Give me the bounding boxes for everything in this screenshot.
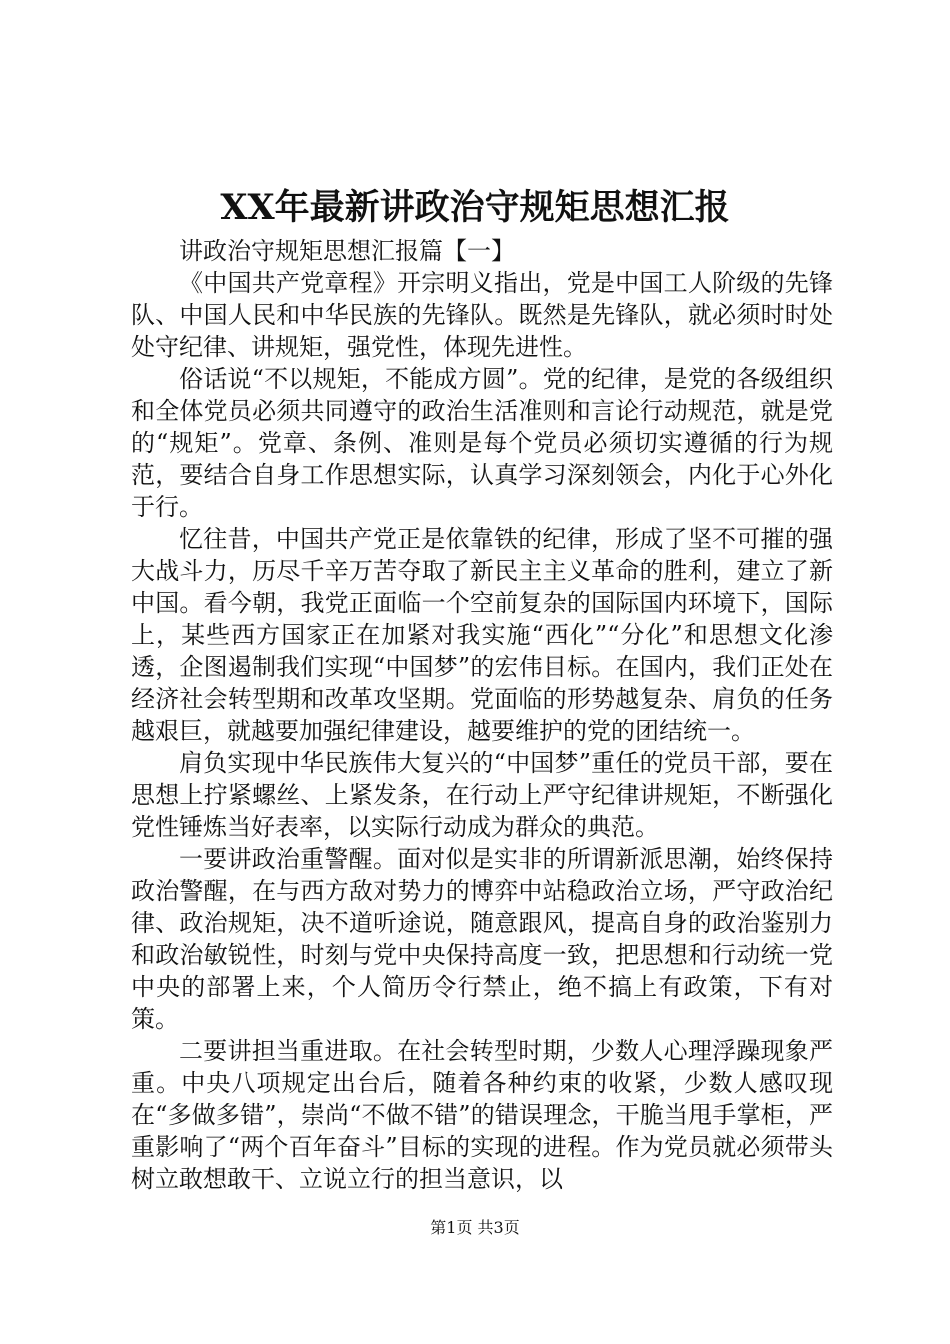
body-paragraph: 俗话说“不以规矩，不能成方圆”。党的纪律，是党的各级组织和全体党员必须共同遵守的政治生活准则和言论行动规范，就是党的“规矩”。党章、条例、准则是每个党员必须切实遵循的行为规范，要结合自身工作思想实际，认真学习深刻领会，内化于心外化于行。 bbox=[131, 365, 833, 521]
body-paragraph: 二要讲担当重进取。在社会转型时期，少数人心理浮躁现象严重。中央八项规定出台后，随着各种约束的收紧，少数人感叹现在“多做多错”，崇尚“不做不错”的错误理念，干脆当甩手掌柜，严重影响了“两个百年奋斗”目标的实现的进程。作为党员就必须带头树立敢想敢干、立说立行的担当意识，以 bbox=[131, 1037, 833, 1193]
body-paragraph: 《中国共产党章程》开宗明义指出，党是中国工人阶级的先锋队、中国人民和中华民族的先锋队。既然是先锋队，就必须时时处处守纪律、讲规矩，强党性，体现先进性。 bbox=[131, 269, 833, 361]
section-heading: 讲政治守规矩思想汇报篇【一】 bbox=[179, 237, 515, 265]
document-body bbox=[131, 235, 833, 1195]
body-paragraph: 一要讲政治重警醒。面对似是实非的所谓新派思潮，始终保持政治警醒，在与西方敌对势力的博弈中站稳政治立场，严守政治纪律、政治规矩，决不道听途说，随意跟风，提高自身的政治鉴别力和政治敏锐性，时刻与党中央保持高度一致，把思想和行动统一党中央的部署上来，个人简历令行禁止，绝不搞上有政策，下有对策。 bbox=[131, 845, 833, 1033]
body-paragraph: 忆往昔，中国共产党正是依靠铁的纪律，形成了坚不可摧的强大战斗力，历尽千辛万苦夺取了新民主主义革命的胜利，建立了新中国。看今朝，我党正面临一个空前复杂的国际国内环境下，国际上，某些西方国家正在加紧对我实施“西化”“分化”和思想文化渗透，企图遏制我们实现“中国梦”的宏伟目标。在国内，我们正处在经济社会转型期和改革攻坚期。党面临的形势越复杂、肩负的任务越艰巨，就越要加强纪律建设，越要维护的党的团结统一。 bbox=[131, 525, 833, 745]
body-paragraph: 肩负实现中华民族伟大复兴的“中国梦”重任的党员干部，要在思想上拧紧螺丝、上紧发条，在行动上严守纪律讲规矩，不断强化党性锤炼当好表率，以实际行动成为群众的典范。 bbox=[131, 749, 833, 841]
document-title: XX年最新讲政治守规矩思想汇报 bbox=[220, 187, 730, 228]
page-number-footer: 第1页 共3页 bbox=[430, 1218, 520, 1237]
